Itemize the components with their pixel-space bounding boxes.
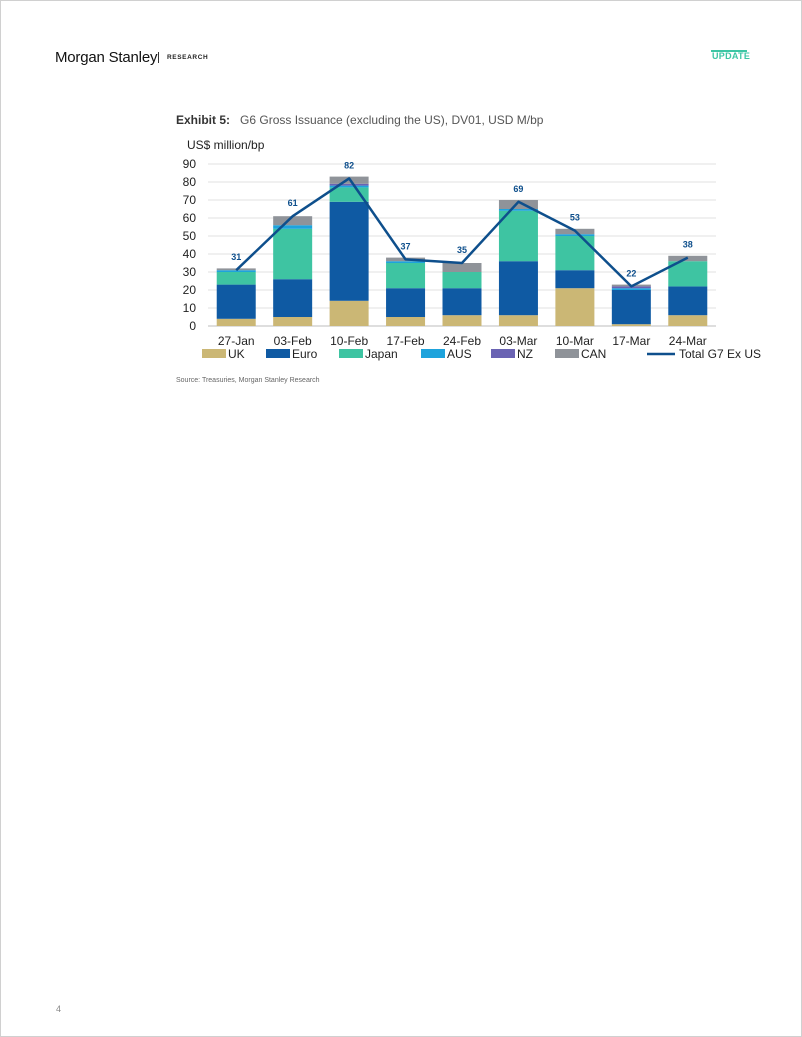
- data-label-total: 31: [231, 252, 242, 263]
- page-number: 4: [56, 1004, 62, 1014]
- y-tick-label: 10: [182, 301, 196, 315]
- data-label-total: 61: [287, 198, 298, 209]
- bar-segment-aus: [555, 234, 594, 236]
- legend-label-aus: AUS: [447, 347, 472, 361]
- data-label-total: 69: [513, 183, 524, 194]
- legend-label-can: CAN: [581, 347, 607, 361]
- data-label-total: 37: [400, 241, 411, 252]
- bar-segment-aus: [217, 270, 256, 272]
- y-tick-label: 40: [182, 247, 196, 261]
- bar-segment-euro: [668, 286, 707, 315]
- exhibit-heading: [176, 113, 543, 127]
- bar-segment-uk: [555, 288, 594, 326]
- legend-label-uk: UK: [228, 347, 245, 361]
- bar-segment-euro: [443, 288, 482, 315]
- bar-segment-japan: [386, 263, 425, 288]
- bar-segment-aus: [612, 288, 651, 290]
- bar-segment-euro: [386, 288, 425, 317]
- brand-logo: Morgan Stanley: [55, 49, 158, 66]
- bar-segment-euro: [499, 261, 538, 315]
- y-tick-label: 60: [182, 211, 196, 225]
- legend-swatch-nz: [491, 349, 515, 358]
- data-label-total: 82: [344, 160, 355, 171]
- legend-label-euro: Euro: [292, 347, 318, 361]
- legend-label-total: Total G7 Ex US: [679, 347, 762, 361]
- bar-segment-japan: [443, 272, 482, 288]
- legend-swatch-japan: [339, 349, 363, 358]
- data-label-total: 22: [626, 268, 637, 279]
- bar-segment-uk: [386, 317, 425, 326]
- issuance-chart: [170, 132, 762, 372]
- y-axis-label: US$ million/bp: [187, 138, 265, 152]
- bar-segment-euro: [612, 290, 651, 324]
- bar-segment-uk: [668, 315, 707, 326]
- y-tick-label: 90: [182, 157, 196, 171]
- y-tick-label: 0: [189, 319, 196, 333]
- bar-segment-uk: [612, 324, 651, 326]
- source-note: Source: Treasuries, Morgan Stanley Research: [176, 377, 320, 384]
- y-tick-label: 80: [182, 175, 196, 189]
- data-label-total: 38: [682, 239, 693, 250]
- bar-segment-japan: [217, 272, 256, 285]
- y-tick-label: 30: [182, 265, 196, 279]
- y-tick-label: 50: [182, 229, 196, 243]
- bar-segment-japan: [555, 236, 594, 270]
- bar-segment-euro: [217, 285, 256, 319]
- exhibit-number: Exhibit 5:: [176, 113, 231, 127]
- bar-segment-can: [443, 263, 482, 272]
- update-badge: UPDATE: [712, 51, 751, 61]
- x-tick-label: 03-Feb: [273, 334, 312, 348]
- brand-divider: [158, 52, 159, 63]
- bar-segment-uk: [330, 301, 369, 326]
- legend-label-nz: NZ: [517, 347, 533, 361]
- bar-segment-uk: [499, 315, 538, 326]
- x-tick-label: 17-Feb: [386, 334, 425, 348]
- x-tick-label: 17-Mar: [612, 334, 651, 348]
- x-tick-label: 27-Jan: [217, 334, 255, 348]
- data-label-total: 53: [569, 212, 580, 223]
- legend-label-japan: Japan: [365, 347, 398, 361]
- legend-swatch-can: [555, 349, 579, 358]
- bar-segment-euro: [330, 202, 369, 301]
- x-tick-label: 24-Mar: [668, 334, 707, 348]
- y-tick-label: 70: [182, 193, 196, 207]
- section-label: RESEARCH: [167, 54, 209, 61]
- legend-swatch-uk: [202, 349, 226, 358]
- legend-swatch-aus: [421, 349, 445, 358]
- bar-segment-japan: [273, 229, 312, 279]
- bar-segment-uk: [273, 317, 312, 326]
- x-tick-label: 24-Feb: [442, 334, 482, 348]
- bar-segment-euro: [273, 279, 312, 317]
- y-tick-label: 20: [182, 283, 196, 297]
- x-tick-label: 10-Feb: [330, 334, 369, 348]
- x-tick-label: 03-Mar: [499, 334, 538, 348]
- data-label-total: 35: [456, 245, 468, 255]
- exhibit-title: G6 Gross Issuance (excluding the US), DV01, USD M/bp: [240, 113, 544, 127]
- bar-segment-nz: [330, 184, 369, 186]
- bar-segment-euro: [555, 270, 594, 288]
- x-tick-label: 10-Mar: [555, 334, 594, 348]
- legend-swatch-euro: [266, 349, 290, 358]
- bar-segment-uk: [217, 319, 256, 326]
- bar-segment-uk: [443, 315, 482, 326]
